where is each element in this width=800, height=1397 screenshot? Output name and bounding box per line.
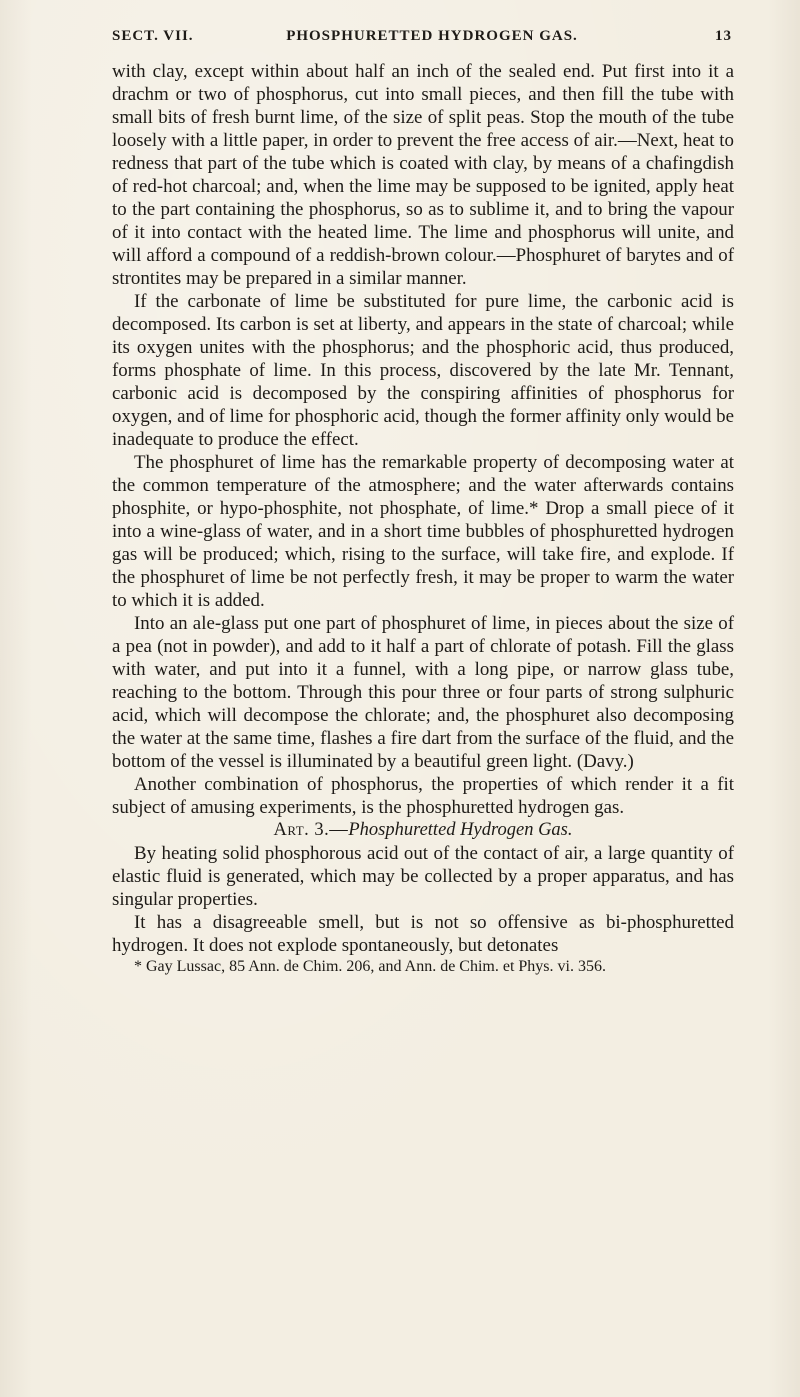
paragraph: The phosphuret of lime has the remarkable property of decomposing water at the common temperature of the atmosphere; and the water afterwards contains phosphite, or hypo-phosphite, not phosphate, of lime.* Drop a small piece of it into a wine-glass of water, and in a short time bubbles of phosphuretted hydrogen gas will be produced; which, rising to the surface, will take fire, and explode. If the phosphuret of lime be not perfectly fresh, it may be proper to warm the water to which it is added. bbox=[112, 452, 734, 611]
paragraph: with clay, except within about half an inch of the sealed end. Put first into it a drachm or two of phosphorus, cut into small pieces, and then fill the tube with small bits of fresh burnt lime, of the size of split peas. Stop the mouth of the tube loosely with a little paper, in order to prevent the free access of air.—Next, heat to redness that part of the tube which is coated with clay, by means of a chafingdish of red-hot charcoal; and, when the lime may be supposed to be ignited, apply heat to the part containing the phosphorus, so as to sublime it, and to bring the vapour of it into contact with the heated lime. The lime and phosphorus will unite, and will afford a compound of a reddish-brown colour.—Phosphuret of barytes and of strontites may be prepared in a similar manner. bbox=[112, 61, 734, 289]
paragraph: If the carbonate of lime be substituted for pure lime, the carbonic acid is decomposed. Its carbon is set at liberty, and appears in the state of charcoal; while its oxygen unites with the phosphorus; and the phosphoric acid, thus produced, forms phosphate of lime. In this process, discovered by the late Mr. Tennant, carbonic acid is decomposed by the conspiring affinities of phosphorus for oxygen, and of lime for phosphoric acid, though the former affinity only would be inadequate to produce the effect. bbox=[112, 291, 734, 450]
paragraph: Another combination of phosphorus, the properties of which render it a fit subject of amusing experiments, is the phosphuretted hydrogen gas. bbox=[112, 774, 734, 818]
paragraph: It has a disagreeable smell, but is not so offensive as bi-phosphuretted hydrogen. It does not explode spontaneously, but detonates bbox=[112, 912, 734, 956]
article-label: Art. 3.— bbox=[273, 820, 349, 840]
footnote: * Gay Lussac, 85 Ann. de Chim. 206, and Ann. de Chim. et Phys. vi. 356. bbox=[134, 958, 606, 975]
article-title: Phosphuretted Hydrogen Gas. bbox=[348, 820, 573, 840]
page-number: 13 bbox=[715, 28, 732, 44]
running-title: PHOSPHURETTED HYDROGEN GAS. bbox=[286, 28, 578, 44]
article-heading bbox=[112, 819, 734, 842]
running-head bbox=[112, 28, 732, 52]
body-text bbox=[112, 60, 734, 977]
section-number: SECT. VII. bbox=[112, 28, 194, 44]
paragraph: By heating solid phosphorous acid out of the contact of air, a large quantity of elastic fluid is generated, which may be collected by a proper apparatus, and has singular properties. bbox=[112, 843, 734, 910]
paragraph: Into an ale-glass put one part of phosphuret of lime, in pieces about the size of a pea (not in powder), and add to it half a part of chlorate of potash. Fill the glass with water, and put into it a funnel, with a long pipe, or narrow glass tube, reaching to the bottom. Through this pour three or four parts of strong sulphuric acid, which will decompose the chlorate; and, the phosphuret also decomposing the water at the same time, flashes a fire dart from the surface of the fluid, and the bottom of the vessel is illuminated by a beautiful green light. (Davy.) bbox=[112, 613, 734, 772]
